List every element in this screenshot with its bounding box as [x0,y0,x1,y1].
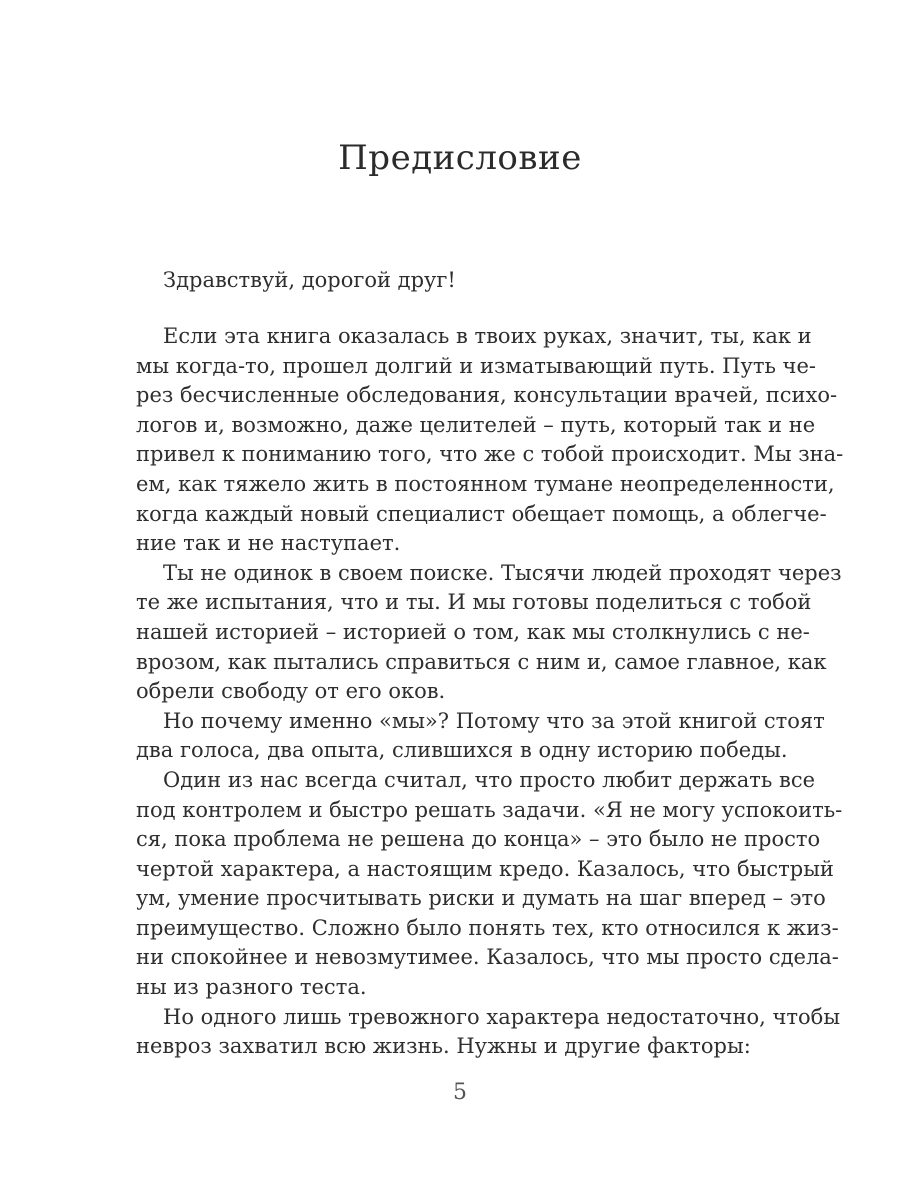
text-line: нашей историей – историей о том, как мы столкнулись с не- [136,619,810,644]
text-line: логов и, возможно, даже целителей – путь, который так и не [136,412,816,437]
text-line: ем, как тяжело жить в постоянном тумане неопределенности, [136,471,835,496]
body-text [136,322,844,1062]
paragraph [136,1003,841,1062]
text-line: мы когда-то, прошел долгий и изматывающий путь. Путь че- [136,353,816,378]
text-line: Но одного лишь тревожного характера недостаточно, чтобы [163,1004,841,1029]
text-line: ся, пока проблема не решена до конца» – это было не просто [136,827,821,852]
text-line: Но почему именно «мы»? Потому что за этой книгой стоят [163,708,825,733]
paragraph [136,766,843,1003]
text-line: чертой характера, а настоящим кредо. Казалось, что быстрый [136,856,834,881]
text-line: под контролем и быстро решать задачи. «Я не могу успокоить- [136,797,843,822]
text-line: когда каждый новый специалист обещает помощь, а облегче- [136,501,827,526]
greeting-line: Здравствуй, дорогой друг! [163,268,456,292]
text-line: ум, умение просчитывать риски и думать на шаг вперед – это [136,886,826,911]
text-line: преимущество. Сложно было понять тех, кто относился к жиз- [136,915,839,940]
text-line: рез бесчисленные обследования, консультации врачей, психо- [136,383,838,408]
text-line: ни спокойнее и невозмутимее. Казалось, что мы просто сдела- [136,945,839,970]
text-line: те же испытания, что и ты. И мы готовы поделиться с тобой [136,590,812,615]
text-line: Если эта книга оказалась в твоих руках, значит, ты, как и [163,324,812,348]
paragraph [136,707,825,766]
text-line: ны из разного теста. [136,975,367,1000]
text-line: два голоса, два опыта, слившихся в одну историю победы. [136,738,788,763]
text-line: Ты не одинок в своем поиске. Тысячи людей проходят через [163,560,842,585]
chapter-title: Предисловие [338,138,582,178]
text-line: привел к пониманию того, что же с тобой происходит. Мы зна- [136,442,844,467]
text-line: Один из нас всегда считал, что просто любит держать все [163,767,816,792]
text-line: обрели свободу от его оков. [136,679,446,704]
paragraph [136,322,844,559]
text-line: ние так и не наступает. [136,531,401,556]
paragraph [136,559,842,707]
text-line: врозом, как пытались справиться с ним и, самое главное, как [136,649,827,674]
text-line: невроз захватил всю жизнь. Нужны и другие факторы: [136,1034,751,1059]
page-number: 5 [453,1080,467,1105]
